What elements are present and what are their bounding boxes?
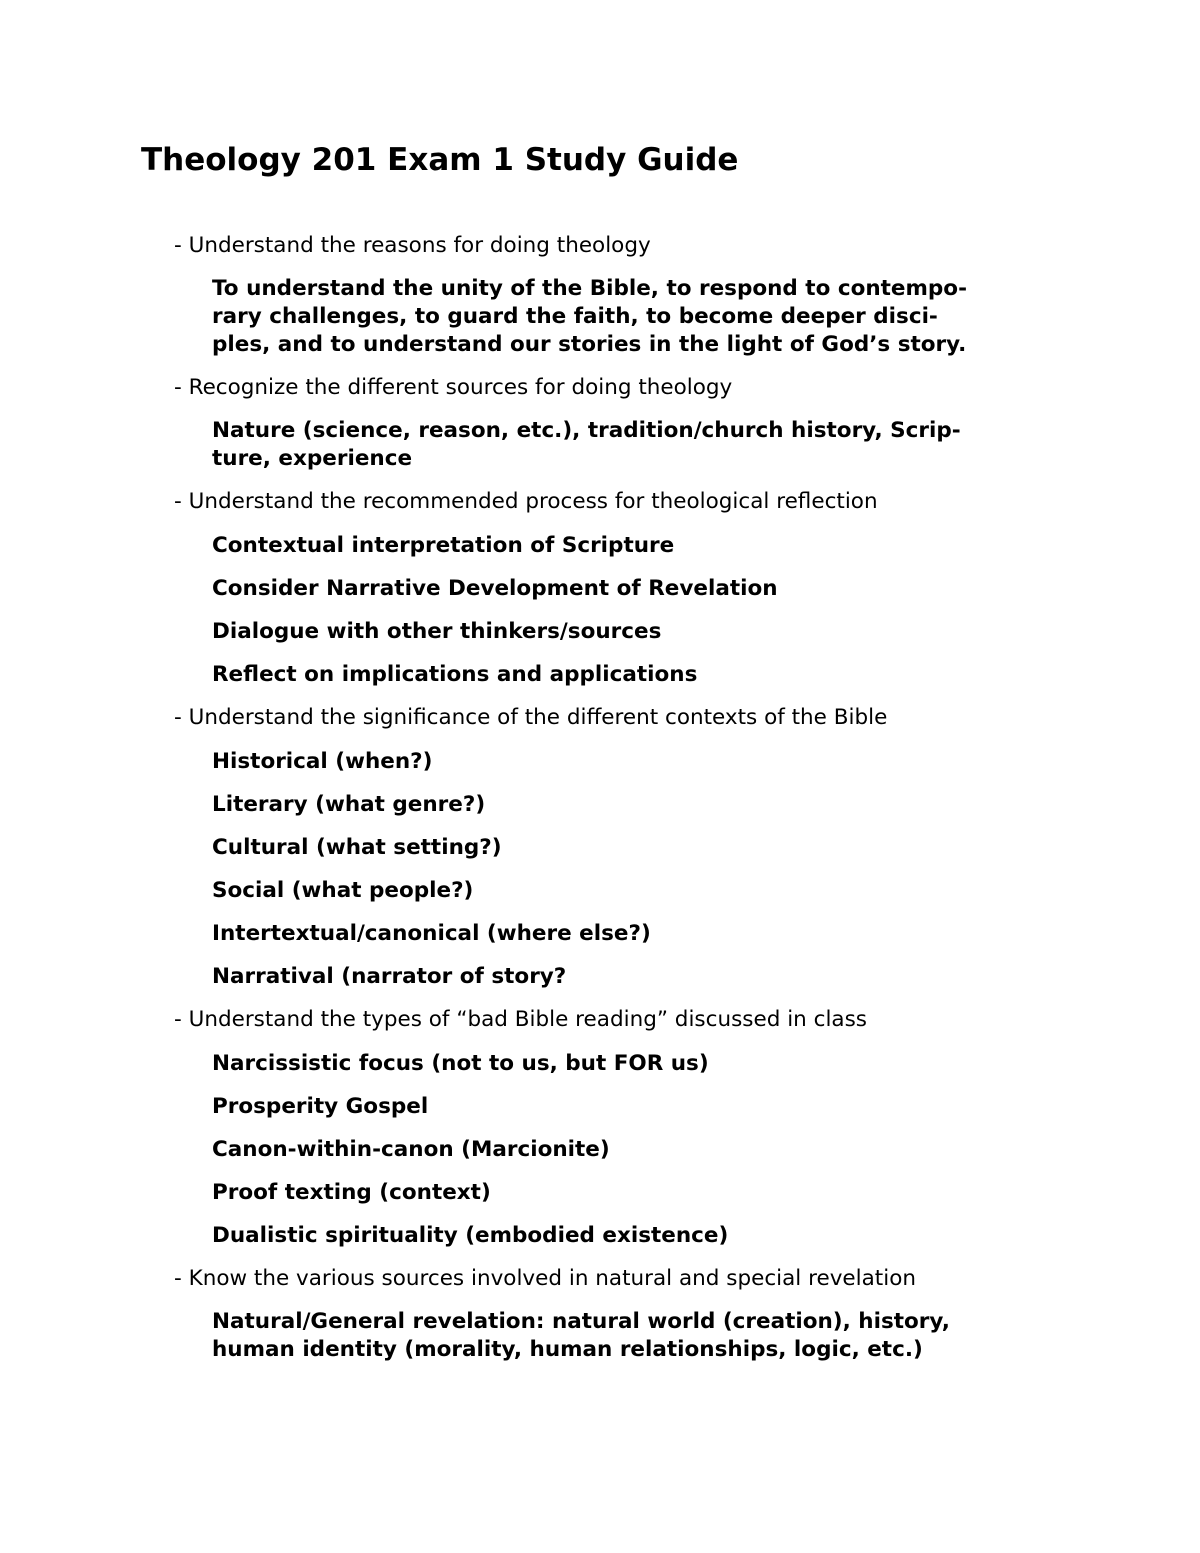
answer-line: Canon-within-canon (Marcionite) bbox=[212, 1137, 610, 1162]
answer-item bbox=[212, 1135, 1042, 1164]
answer-item bbox=[212, 1178, 1042, 1207]
answer-line: ture, experience bbox=[212, 446, 413, 471]
study-guide-section bbox=[174, 373, 1054, 473]
study-guide-list bbox=[174, 231, 1054, 1378]
answer-item bbox=[212, 660, 1042, 689]
study-guide-section bbox=[174, 487, 1054, 689]
answer-item bbox=[212, 833, 1042, 862]
answer-line: ples, and to understand our stories in the light of God’s story. bbox=[212, 332, 967, 357]
study-guide-section bbox=[174, 703, 1054, 991]
answer-line: human identity (morality, human relationships, logic, etc.) bbox=[212, 1337, 923, 1362]
answer-line: Natural/General revelation: natural world (creation), history, bbox=[212, 1309, 950, 1334]
answer-item bbox=[212, 1092, 1042, 1121]
answer-line: Nature (science, reason, etc.), tradition/church history, Scrip- bbox=[212, 418, 961, 443]
study-guide-section bbox=[174, 231, 1054, 359]
study-guide-section bbox=[174, 1264, 1054, 1364]
answer-line: Literary (what genre?) bbox=[212, 792, 486, 817]
section-question: - Understand the significance of the different contexts of the Bible bbox=[174, 705, 888, 730]
answer-item bbox=[212, 790, 1042, 819]
answer-item bbox=[212, 962, 1042, 991]
answer-item bbox=[212, 1049, 1042, 1078]
answer-item bbox=[212, 275, 1042, 359]
answer-line: Prosperity Gospel bbox=[212, 1094, 429, 1119]
answer-item bbox=[212, 574, 1042, 603]
answer-line: Consider Narrative Development of Revelation bbox=[212, 576, 778, 601]
answer-line: rary challenges, to guard the faith, to become deeper disci- bbox=[212, 304, 938, 329]
section-question: - Understand the reasons for doing theology bbox=[174, 233, 651, 258]
answer-line: Intertextual/canonical (where else?) bbox=[212, 921, 651, 946]
answer-line: Dualistic spirituality (embodied existence) bbox=[212, 1223, 729, 1248]
section-question: - Know the various sources involved in natural and special revelation bbox=[174, 1266, 916, 1291]
answer-line: Cultural (what setting?) bbox=[212, 835, 502, 860]
answer-item bbox=[212, 531, 1042, 560]
section-question: - Understand the recommended process for theological reflection bbox=[174, 489, 878, 514]
answer-line: Narratival (narrator of story? bbox=[212, 964, 567, 989]
page-title: Theology 201 Exam 1 Study Guide bbox=[141, 142, 739, 178]
answer-item bbox=[212, 747, 1042, 776]
section-question: - Recognize the different sources for doing theology bbox=[174, 375, 733, 400]
answer-item bbox=[212, 876, 1042, 905]
answer-line: Social (what people?) bbox=[212, 878, 474, 903]
answer-item bbox=[212, 1308, 1042, 1364]
answer-line: To understand the unity of the Bible, to respond to contempo- bbox=[212, 276, 967, 301]
study-guide-section bbox=[174, 1005, 1054, 1250]
answer-line: Narcissistic focus (not to us, but FOR us) bbox=[212, 1051, 709, 1076]
answer-line: Dialogue with other thinkers/sources bbox=[212, 619, 662, 644]
answer-item bbox=[212, 417, 1042, 473]
answer-line: Reflect on implications and applications bbox=[212, 662, 698, 687]
answer-line: Historical (when?) bbox=[212, 749, 433, 774]
answer-line: Contextual interpretation of Scripture bbox=[212, 533, 675, 558]
answer-item bbox=[212, 1221, 1042, 1250]
answer-item bbox=[212, 919, 1042, 948]
answer-item bbox=[212, 617, 1042, 646]
section-question: - Understand the types of “bad Bible reading” discussed in class bbox=[174, 1007, 867, 1032]
answer-line: Proof texting (context) bbox=[212, 1180, 491, 1205]
